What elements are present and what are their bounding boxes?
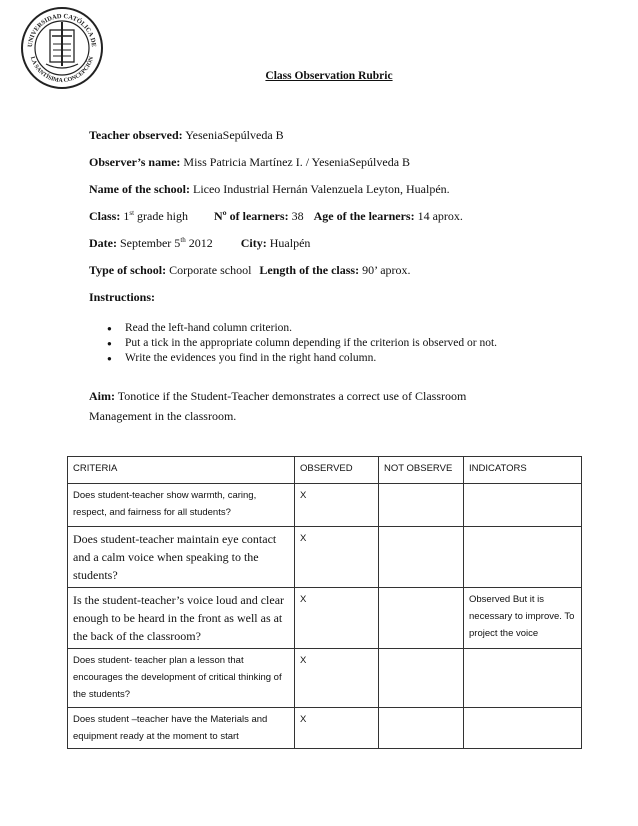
school-line bbox=[89, 182, 450, 197]
table-row bbox=[68, 527, 582, 588]
criteria-cell: Does student-teacher maintain eye contact and a calm voice when speaking to the students? bbox=[68, 527, 295, 588]
city-label: City: bbox=[240, 236, 267, 250]
indicators-cell bbox=[464, 649, 582, 708]
table-row bbox=[68, 588, 582, 649]
class-value-rest: grade high bbox=[134, 209, 188, 223]
age-value: 14 aprox. bbox=[414, 209, 463, 223]
table-header-row bbox=[68, 457, 582, 484]
header-observed: OBSERVED bbox=[295, 457, 379, 484]
length-label: Length of the class: bbox=[259, 263, 360, 277]
teacher-observed-line bbox=[89, 128, 284, 143]
date-label: Date: bbox=[89, 236, 117, 250]
instruction-item: ● Put a tick in the appropriate column depending if the criterion is observed or not. bbox=[107, 336, 497, 351]
instruction-item: ● Read the left-hand column criterion. bbox=[107, 321, 497, 336]
date-line bbox=[89, 236, 310, 251]
page-title: Class Observation Rubric bbox=[265, 70, 393, 82]
header-not-observe: NOT OBSERVE bbox=[379, 457, 464, 484]
rubric-table bbox=[67, 456, 582, 749]
school-value: Liceo Industrial Hernán Valenzuela Leyton, Hualpén. bbox=[189, 182, 450, 196]
class-value-num: 1 bbox=[120, 209, 130, 223]
table-row bbox=[68, 484, 582, 527]
indicators-cell bbox=[464, 708, 582, 749]
school-label: Name of the school: bbox=[89, 182, 190, 196]
teacher-label: Teacher observed: bbox=[89, 128, 183, 142]
table-row bbox=[68, 649, 582, 708]
table-row bbox=[68, 708, 582, 749]
type-label: Type of school: bbox=[89, 263, 167, 277]
length-value: 90’ aprox. bbox=[359, 263, 411, 277]
learners-label: Nº of learners: bbox=[214, 209, 289, 223]
observer-line bbox=[89, 155, 410, 170]
observer-label: Observer’s name: bbox=[89, 155, 181, 169]
observer-value: Miss Patricia Martínez I. / YeseniaSepúlveda B bbox=[180, 155, 411, 169]
date-value-sup: th bbox=[180, 236, 186, 244]
class-line bbox=[89, 209, 463, 224]
observed-cell: X bbox=[295, 484, 379, 527]
criteria-cell: Is the student-teacher’s voice loud and clear enough to be heard in the front as well as at the back of the classroom? bbox=[68, 588, 295, 649]
criteria-cell: Does student-teacher show warmth, caring, respect, and fairness for all students? bbox=[68, 484, 295, 527]
aim-paragraph bbox=[89, 386, 509, 426]
aim-label: Aim: bbox=[89, 389, 115, 403]
observed-cell: X bbox=[295, 708, 379, 749]
learners-value: 38 bbox=[288, 209, 304, 223]
date-value-pre: September 5 bbox=[116, 236, 181, 250]
not-observed-cell bbox=[379, 708, 464, 749]
svg-text:LA SANTÍSIMA CONCEPCIÓN: LA SANTÍSIMA CONCEPCIÓN bbox=[28, 56, 96, 85]
instructions-list bbox=[107, 321, 497, 366]
observed-cell: X bbox=[295, 527, 379, 588]
indicators-cell: Observed But it is necessary to improve. To project the voice bbox=[464, 588, 582, 649]
type-value: Corporate school bbox=[166, 263, 252, 277]
not-observed-cell bbox=[379, 527, 464, 588]
type-line bbox=[89, 263, 411, 278]
not-observed-cell bbox=[379, 588, 464, 649]
class-label: Class: bbox=[89, 209, 121, 223]
svg-text:UNIVERSIDAD CATÓLICA DE: UNIVERSIDAD CATÓLICA DE bbox=[26, 12, 98, 48]
header-criteria: CRITERIA bbox=[68, 457, 295, 484]
observed-cell: X bbox=[295, 649, 379, 708]
instructions-label: Instructions: bbox=[89, 290, 156, 304]
city-value: Hualpén bbox=[266, 236, 311, 250]
indicators-cell bbox=[464, 484, 582, 527]
not-observed-cell bbox=[379, 484, 464, 527]
aim-text: Tonotice if the Student-Teacher demonstrates a correct use of Classroom Management in the classroom. bbox=[89, 389, 467, 423]
instructions-heading bbox=[89, 290, 155, 305]
indicators-cell bbox=[464, 527, 582, 588]
criteria-cell: Does student –teacher have the Materials and equipment ready at the moment to start bbox=[68, 708, 295, 749]
class-value-sup: st bbox=[129, 209, 135, 217]
instruction-item: ● Write the evidences you find in the right hand column. bbox=[107, 351, 497, 366]
not-observed-cell bbox=[379, 649, 464, 708]
age-label: Age of the learners: bbox=[313, 209, 415, 223]
header-indicators: INDICATORS bbox=[464, 457, 582, 484]
observed-cell: X bbox=[295, 588, 379, 649]
teacher-value: YeseniaSepúlveda B bbox=[182, 128, 284, 142]
criteria-cell: Does student- teacher plan a lesson that encourages the development of critical thinking of the students? bbox=[68, 649, 295, 708]
date-value-post: 2012 bbox=[185, 236, 213, 250]
